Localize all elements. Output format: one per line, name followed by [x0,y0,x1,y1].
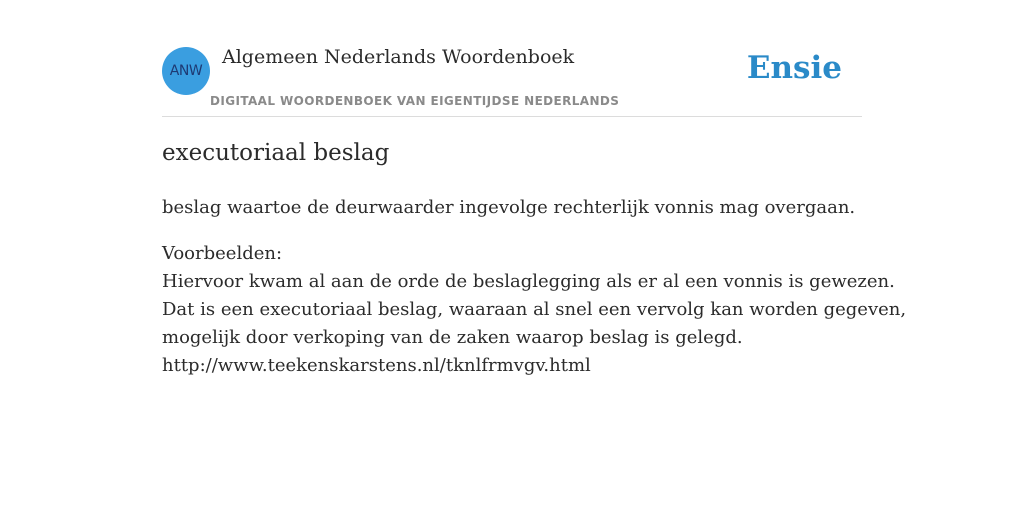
ensie-brand-logo[interactable]: Ensie [746,50,842,86]
example-line: Dat is een executoriaal beslag, waaraan al snel een vervolg kan worden gegeven, [162,299,907,320]
dictionary-header [162,0,862,117]
entry-definition: beslag waartoe de deurwaarder ingevolge rechterlijk vonnis mag overgaan. [162,197,856,218]
anw-logo-text: ANW [169,63,203,79]
entry-term: executoriaal beslag [162,140,390,166]
examples-label: Voorbeelden: [162,243,283,264]
example-source-link[interactable]: http://www.teekenskarstens.nl/tknlfrmvgv.html [162,355,591,376]
example-line: mogelijk door verkoping van de zaken waarop beslag is gelegd. [162,327,743,348]
examples-section [162,240,907,380]
anw-logo[interactable] [162,47,210,95]
dictionary-subtitle: DIGITAAL WOORDENBOEK VAN EIGENTIJDSE NEDERLANDS [210,94,620,108]
example-line: Hiervoor kwam al aan de orde de beslaglegging als er al een vonnis is gewezen. [162,271,895,292]
entry-card [162,0,907,376]
dictionary-title[interactable]: Algemeen Nederlands Woordenboek [222,46,575,68]
